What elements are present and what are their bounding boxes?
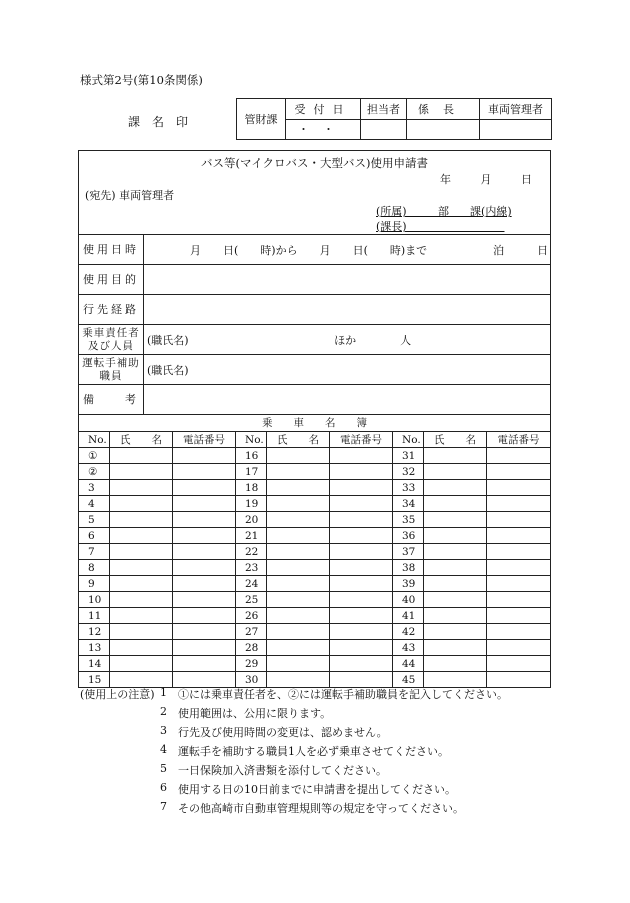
roster-name-field[interactable]	[110, 480, 173, 496]
roster-col-name: 氏 名	[267, 432, 330, 448]
roster-phone-field[interactable]	[487, 576, 551, 592]
section-chief-field[interactable]: (課長)	[376, 220, 505, 233]
roster-name-field[interactable]	[424, 528, 487, 544]
roster-row-number: 40	[393, 592, 424, 608]
roster-name-field[interactable]	[267, 480, 330, 496]
roster-row-number: 18	[236, 480, 267, 496]
note-number: 5	[160, 762, 167, 775]
roster-row-number: 45	[393, 672, 424, 688]
roster-row-number: ①	[79, 448, 110, 464]
roster-phone-field[interactable]	[487, 640, 551, 656]
roster-name-field[interactable]	[267, 640, 330, 656]
roster-name-field[interactable]	[424, 448, 487, 464]
roster-row-number: 32	[393, 464, 424, 480]
passengers-field[interactable]	[144, 325, 551, 355]
datetime-field[interactable]: 月 日( 時)から 月 日( 時)まで 泊 日	[144, 235, 551, 265]
roster-phone-field[interactable]	[173, 512, 236, 528]
roster-phone-field[interactable]	[487, 448, 551, 464]
roster-row-number: 37	[393, 544, 424, 560]
roster-name-field[interactable]	[110, 656, 173, 672]
roster-phone-field[interactable]	[173, 448, 236, 464]
table-row	[79, 608, 551, 624]
table-row	[79, 576, 551, 592]
note-number: 6	[160, 781, 167, 794]
roster-row-number: 26	[236, 608, 267, 624]
roster-phone-field[interactable]	[173, 624, 236, 640]
purpose-label: 使用目的	[79, 265, 144, 295]
note-text: 一日保険加入済書類を添付してください。	[178, 764, 387, 777]
roster-col-phone: 電話番号	[173, 432, 236, 448]
remarks-field[interactable]	[144, 385, 551, 415]
roster-phone-field[interactable]	[173, 544, 236, 560]
notes-label: (使用上の注意)	[80, 688, 155, 701]
table-row	[79, 464, 551, 480]
roster-name-field[interactable]	[267, 528, 330, 544]
form-id: 様式第2号(第10条関係)	[80, 73, 203, 87]
roster-row-number: 24	[236, 576, 267, 592]
roster-row-number: 11	[79, 608, 110, 624]
remarks-label: 備 考	[79, 385, 144, 415]
roster-col-no: No.	[393, 432, 424, 448]
roster-name-field[interactable]	[110, 496, 173, 512]
roster-name-field[interactable]	[424, 624, 487, 640]
roster-name-field[interactable]	[424, 608, 487, 624]
roster-phone-field[interactable]	[330, 656, 393, 672]
roster-phone-field[interactable]	[330, 528, 393, 544]
roster-name-field[interactable]	[110, 576, 173, 592]
table-row	[79, 656, 551, 672]
office-vehicle-manager-stamp[interactable]	[480, 119, 552, 140]
table-row	[79, 544, 551, 560]
note-number: 1	[160, 686, 167, 699]
roster-name-field[interactable]	[110, 464, 173, 480]
roster-phone-field[interactable]	[330, 640, 393, 656]
roster-phone-field[interactable]	[330, 464, 393, 480]
roster-phone-field[interactable]	[487, 480, 551, 496]
roster-phone-field[interactable]	[173, 560, 236, 576]
roster-name-field[interactable]	[424, 496, 487, 512]
passengers-value: (職氏名)	[147, 333, 189, 347]
roster-phone-field[interactable]	[173, 496, 236, 512]
application-title: バス等(マイクロバス・大型バス)使用申請書	[200, 156, 428, 170]
roster-phone-field[interactable]	[487, 544, 551, 560]
roster-phone-field[interactable]	[487, 656, 551, 672]
table-row	[79, 512, 551, 528]
roster-name-field[interactable]	[110, 544, 173, 560]
roster-name-field[interactable]	[110, 512, 173, 528]
roster-name-field[interactable]	[424, 464, 487, 480]
purpose-field[interactable]	[144, 265, 551, 295]
roster-name-field[interactable]	[267, 544, 330, 560]
roster-phone-field[interactable]	[330, 496, 393, 512]
route-field[interactable]	[144, 295, 551, 325]
note-number: 4	[160, 743, 167, 756]
roster-phone-field[interactable]	[330, 560, 393, 576]
roster-row-number: 9	[79, 576, 110, 592]
addressee: (宛先) 車両管理者	[85, 189, 175, 202]
roster-row-number: 44	[393, 656, 424, 672]
roster-name-field[interactable]	[267, 560, 330, 576]
office-vehicle-manager-label: 車両管理者	[480, 99, 552, 120]
application-date[interactable]: 年 月 日	[440, 173, 532, 186]
note-text: ①には乗車責任者を、②には運転手補助職員を記入してください。	[178, 688, 508, 701]
roster-row-number: 39	[393, 576, 424, 592]
roster-phone-field[interactable]	[173, 576, 236, 592]
roster-row-number: 20	[236, 512, 267, 528]
roster-phone-field[interactable]	[487, 624, 551, 640]
roster-row-number: 29	[236, 656, 267, 672]
roster-phone-field[interactable]	[487, 464, 551, 480]
roster-row-number: 14	[79, 656, 110, 672]
roster-phone-field[interactable]	[330, 544, 393, 560]
roster-phone-field[interactable]	[173, 640, 236, 656]
roster-phone-field[interactable]	[173, 592, 236, 608]
roster-name-field[interactable]	[424, 576, 487, 592]
roster-name-field[interactable]	[267, 656, 330, 672]
roster-row-number: 13	[79, 640, 110, 656]
roster-row-number: 3	[79, 480, 110, 496]
roster-row-number: 42	[393, 624, 424, 640]
roster-name-field[interactable]	[267, 624, 330, 640]
roster-phone-field[interactable]	[487, 496, 551, 512]
roster-row-number: 5	[79, 512, 110, 528]
note-number: 2	[160, 705, 167, 718]
roster-name-field[interactable]	[267, 608, 330, 624]
roster-row-number: 21	[236, 528, 267, 544]
office-chief-label: 係長	[407, 99, 480, 120]
roster-row-number: 31	[393, 448, 424, 464]
roster-row-number: 7	[79, 544, 110, 560]
roster-name-field[interactable]	[110, 624, 173, 640]
roster-name-field[interactable]	[424, 640, 487, 656]
table-row	[79, 480, 551, 496]
table-row	[79, 640, 551, 656]
roster-col-phone: 電話番号	[330, 432, 393, 448]
table-row	[79, 624, 551, 640]
roster-row-number: 16	[236, 448, 267, 464]
roster-row-number: 41	[393, 608, 424, 624]
roster-name-field[interactable]	[424, 480, 487, 496]
roster-phone-field[interactable]	[330, 608, 393, 624]
roster-phone-field[interactable]	[487, 592, 551, 608]
office-person-label: 担当者	[361, 99, 407, 120]
roster-row-number: 15	[79, 672, 110, 688]
passengers-label: 乗車責任者及び人員	[79, 325, 144, 355]
roster-row-number: 22	[236, 544, 267, 560]
roster-phone-field[interactable]	[173, 656, 236, 672]
roster-phone-field[interactable]	[173, 480, 236, 496]
driver-label: 運転手補助職員	[79, 355, 144, 385]
roster-name-field[interactable]	[267, 464, 330, 480]
roster-row-number: 19	[236, 496, 267, 512]
roster-name-field[interactable]	[267, 576, 330, 592]
roster-row-number: 8	[79, 560, 110, 576]
roster-phone-field[interactable]	[330, 576, 393, 592]
roster-row-number: 27	[236, 624, 267, 640]
roster-name-field[interactable]	[110, 560, 173, 576]
dept-stamp-label: 課名印	[128, 115, 201, 129]
roster-row-number: 38	[393, 560, 424, 576]
note-number: 3	[160, 724, 167, 737]
roster-row-number: 25	[236, 592, 267, 608]
roster-phone-field[interactable]	[487, 512, 551, 528]
roster-col-no: No.	[236, 432, 267, 448]
passenger-roster	[78, 414, 551, 688]
roster-name-field[interactable]	[110, 592, 173, 608]
office-chief-stamp[interactable]	[407, 119, 480, 140]
roster-col-phone: 電話番号	[487, 432, 551, 448]
roster-row-number: 23	[236, 560, 267, 576]
roster-col-name: 氏 名	[424, 432, 487, 448]
roster-row-number: 33	[393, 480, 424, 496]
roster-row-number: 12	[79, 624, 110, 640]
roster-phone-field[interactable]	[330, 592, 393, 608]
roster-row-number: 43	[393, 640, 424, 656]
roster-row-number: 28	[236, 640, 267, 656]
note-text: 運転手を補助する職員1人を必ず乗車させてください。	[178, 745, 449, 758]
note-text: その他高崎市自動車管理規則等の規定を守ってください。	[178, 802, 464, 815]
roster-phone-field[interactable]	[487, 528, 551, 544]
roster-row-number: 36	[393, 528, 424, 544]
roster-phone-field[interactable]	[173, 528, 236, 544]
table-row	[79, 496, 551, 512]
datetime-label: 使用日時	[79, 235, 144, 265]
roster-name-field[interactable]	[267, 592, 330, 608]
office-dept: 管財課	[237, 99, 286, 140]
office-received-label: 受付日	[286, 99, 361, 120]
roster-phone-field[interactable]	[487, 560, 551, 576]
note-number: 7	[160, 800, 167, 813]
roster-row-number: 17	[236, 464, 267, 480]
roster-phone-field[interactable]	[330, 448, 393, 464]
roster-phone-field[interactable]	[330, 480, 393, 496]
office-received-date[interactable]: ・・	[286, 119, 361, 140]
usage-info-table	[78, 234, 551, 415]
roster-row-number: 30	[236, 672, 267, 688]
affiliation-field[interactable]: (所属) 部 課(内線)	[376, 205, 512, 218]
table-row	[79, 528, 551, 544]
roster-col-no: No.	[79, 432, 110, 448]
table-row	[79, 592, 551, 608]
roster-name-field[interactable]	[110, 640, 173, 656]
driver-field[interactable]: (職氏名)	[144, 355, 551, 385]
roster-name-field[interactable]	[267, 512, 330, 528]
roster-name-field[interactable]	[267, 496, 330, 512]
route-label: 行先経路	[79, 295, 144, 325]
roster-phone-field[interactable]	[173, 464, 236, 480]
roster-row-number: 6	[79, 528, 110, 544]
note-text: 使用範囲は、公用に限ります。	[178, 707, 332, 720]
note-text: 使用する日の10日前までに申請書を提出してください。	[178, 783, 456, 796]
application-header	[78, 150, 551, 235]
roster-name-field[interactable]	[424, 656, 487, 672]
roster-col-name: 氏 名	[110, 432, 173, 448]
table-row	[79, 560, 551, 576]
roster-name-field[interactable]	[110, 608, 173, 624]
office-person-stamp[interactable]	[361, 119, 407, 140]
table-row	[79, 448, 551, 464]
roster-phone-field[interactable]	[487, 608, 551, 624]
roster-phone-field[interactable]	[330, 624, 393, 640]
passengers-others: ほか 人	[334, 333, 412, 347]
roster-row-number: 10	[79, 592, 110, 608]
roster-name-field[interactable]	[424, 544, 487, 560]
roster-row-number: 4	[79, 496, 110, 512]
roster-name-field[interactable]	[110, 448, 173, 464]
office-approval-box	[236, 98, 552, 140]
note-text: 行先及び使用時間の変更は、認めません。	[178, 726, 388, 739]
roster-name-field[interactable]	[267, 448, 330, 464]
roster-name-field[interactable]	[424, 560, 487, 576]
roster-title: 乗 車 名 簿	[79, 415, 551, 432]
roster-row-number: ②	[79, 464, 110, 480]
roster-phone-field[interactable]	[173, 608, 236, 624]
roster-name-field[interactable]	[424, 512, 487, 528]
roster-name-field[interactable]	[424, 592, 487, 608]
roster-row-number: 34	[393, 496, 424, 512]
roster-row-number: 35	[393, 512, 424, 528]
roster-phone-field[interactable]	[330, 512, 393, 528]
roster-name-field[interactable]	[110, 528, 173, 544]
